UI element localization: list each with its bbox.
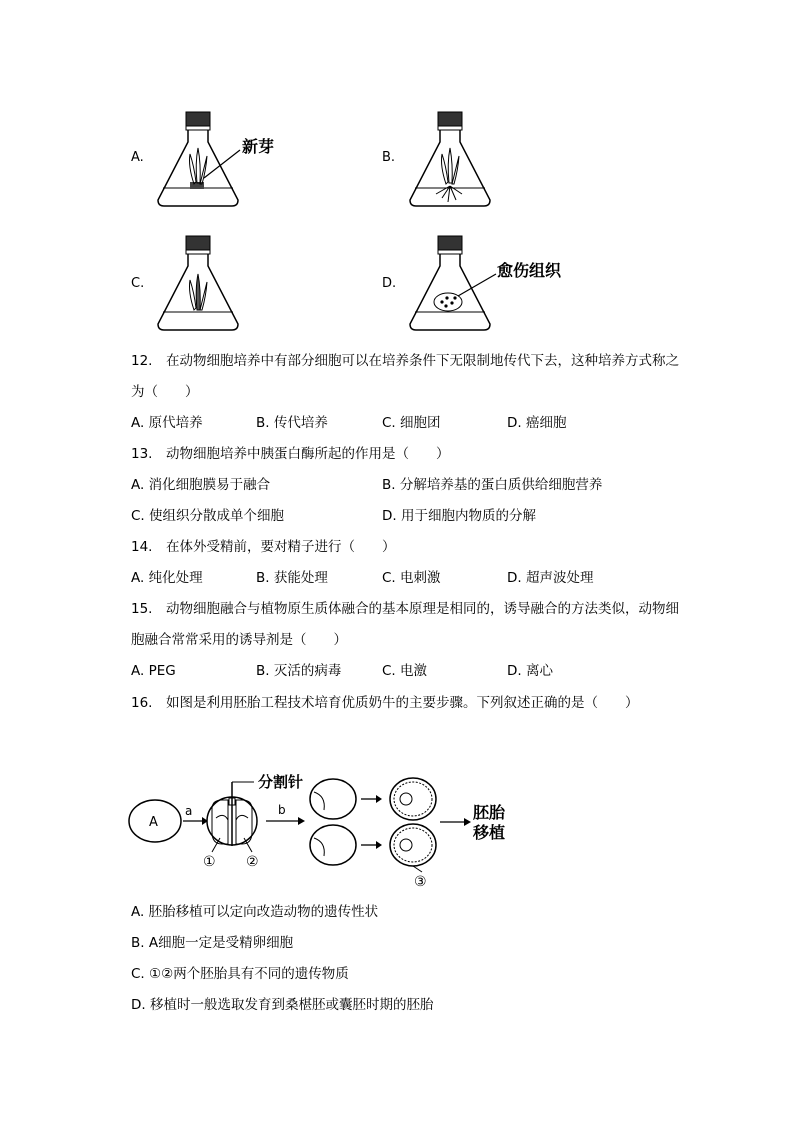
option-a-label: A.: [131, 150, 144, 165]
q14-option-d: D. 超声波处理: [507, 570, 594, 586]
half-embryo-top: [310, 779, 356, 819]
q13-option-b: B. 分解培养基的蛋白质供给细胞营养: [382, 477, 603, 493]
arrow-a-label: a: [185, 804, 193, 818]
blastocyst-bottom: [390, 824, 436, 866]
half-embryo-bottom: [310, 825, 356, 865]
label-2: ②: [246, 854, 259, 870]
q14-option-c: C. 电刺激: [382, 570, 441, 586]
embryo-splitting-diagram: [128, 762, 528, 890]
option-b-label: B.: [382, 150, 396, 165]
q12-stem-line1: 12. 在动物细胞培养中有部分细胞可以在培养条件下无限制地传代下去，这种培养方式称之: [131, 353, 679, 369]
q15-option-c: C. 电激: [382, 663, 428, 679]
flask-c-figure: [150, 232, 250, 334]
blastocyst-top: [390, 778, 436, 820]
q15-stem-line1: 15. 动物细胞融合与植物原生质体融合的基本原理是相同的，诱导融合的方法类似，动物细: [131, 601, 679, 617]
label-3: ③: [414, 874, 427, 890]
q12-option-a: A. 原代培养: [131, 415, 203, 431]
q16-option-c: C. ①②两个胚胎具有不同的遗传物质: [131, 966, 349, 982]
q13-option-d: D. 用于细胞内物质的分解: [382, 508, 536, 524]
sprout-annotation: 新芽: [242, 137, 275, 156]
q13-option-a: A. 消化细胞膜易于融合: [131, 477, 271, 493]
q16-option-a: A. 胚胎移植可以定向改造动物的遗传性状: [131, 904, 379, 920]
flask-d-figure: [402, 232, 582, 334]
q16-option-d: D. 移植时一般选取发育到桑椹胚或囊胚时期的胚胎: [131, 997, 434, 1013]
option-c-label: C.: [131, 276, 145, 291]
q15-stem-line2: 胞融合常常采用的诱导剂是（ ）: [131, 632, 347, 648]
q12-option-b: B. 传代培养: [256, 415, 328, 431]
option-d-label: D.: [382, 276, 397, 291]
label-1: ①: [203, 854, 216, 870]
q12-stem-line2: 为（ ）: [131, 384, 199, 400]
q16-option-b: B. A细胞一定是受精卵细胞: [131, 935, 294, 951]
arrow-b-label: b: [278, 803, 286, 817]
q12-option-d: D. 癌细胞: [507, 415, 567, 431]
result-label-1: 胚胎: [473, 803, 506, 822]
q16-stem: 16. 如图是利用胚胎工程技术培育优质奶牛的主要步骤。下列叙述正确的是（ ）: [131, 695, 639, 711]
q13-option-c: C. 使组织分散成单个细胞: [131, 508, 285, 524]
q15-option-b: B. 灭活的病毒: [256, 663, 342, 679]
cell-a-label: A: [149, 815, 158, 830]
q12-option-c: C. 细胞团: [382, 415, 441, 431]
q14-option-b: B. 获能处理: [256, 570, 328, 586]
q15-option-d: D. 离心: [507, 663, 553, 679]
flask-b-figure: [402, 108, 502, 210]
result-label-2: 移植: [473, 823, 506, 842]
q13-stem: 13. 动物细胞培养中胰蛋白酶所起的作用是（ ）: [131, 446, 450, 462]
flask-a-figure: [150, 108, 290, 210]
q15-option-a: A. PEG: [131, 663, 176, 679]
callus-annotation: 愈伤组织: [497, 261, 562, 280]
q14-option-a: A. 纯化处理: [131, 570, 203, 586]
q14-stem: 14. 在体外受精前，要对精子进行（ ）: [131, 539, 396, 555]
needle-label: 分割针: [258, 773, 304, 791]
